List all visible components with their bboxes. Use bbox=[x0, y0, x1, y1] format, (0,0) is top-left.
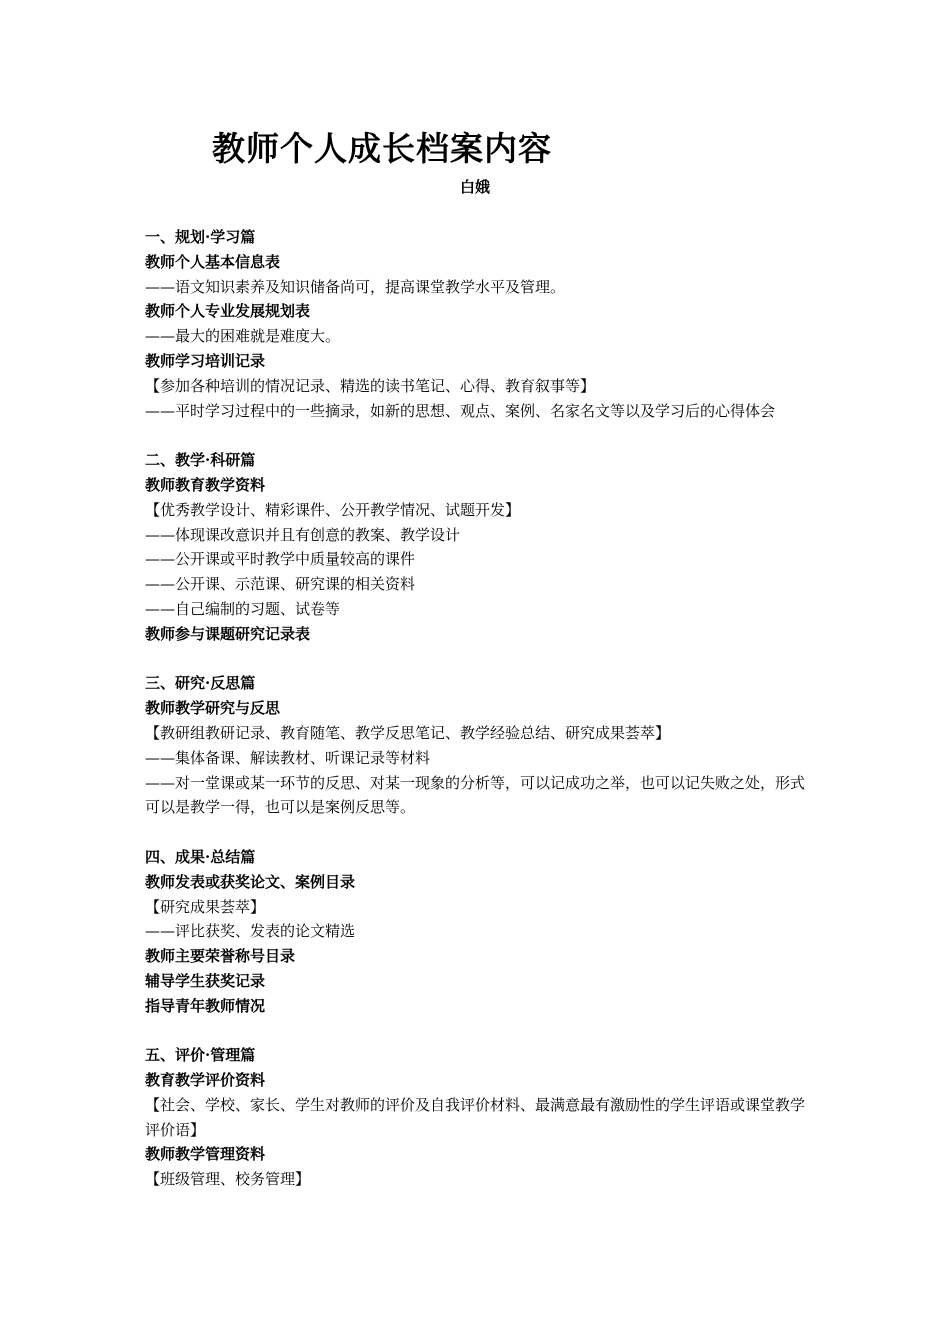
section-heading: 三、研究·反思篇 bbox=[145, 674, 256, 693]
item-bracket-note: 【社会、学校、家长、学生对教师的评价及自我评价材料、最满意最有激励性的学生评语或课堂教学评价语】 bbox=[145, 1095, 806, 1139]
item-note: ——评比获奖、发表的论文精选 bbox=[145, 922, 356, 941]
item-note: ——集体备课、解读教材、听课记录等材料 bbox=[145, 748, 431, 767]
section-planning-study bbox=[145, 225, 815, 423]
section-achievement-summary bbox=[145, 845, 815, 1019]
section-research-reflection bbox=[145, 671, 815, 820]
item-bracket-note: 【教研组教研记录、教育随笔、教学反思笔记、教学经验总结、研究成果荟萃】 bbox=[145, 723, 671, 742]
item-note: ——对一堂课或某一环节的反思、对某一现象的分析等，可以记成功之举，也可以记失败之处，形式可以是教学一得，也可以是案例反思等。 bbox=[145, 773, 806, 817]
document-title: 教师个人成长档案内容 bbox=[212, 129, 552, 168]
section-teaching-research bbox=[145, 448, 815, 646]
item-title: 教师学习培训记录 bbox=[145, 351, 266, 370]
item-title: 教师教学管理资料 bbox=[145, 1145, 266, 1164]
item-title: 辅导学生获奖记录 bbox=[145, 971, 266, 990]
item-title: 教师教学研究与反思 bbox=[145, 699, 281, 718]
item-title: 教师个人基本信息表 bbox=[145, 252, 281, 271]
item-note: ——体现课改意识并且有创意的教案、教学设计 bbox=[145, 525, 461, 544]
section-heading: 四、成果·总结篇 bbox=[145, 847, 256, 866]
item-title: 教师教育教学资料 bbox=[145, 475, 266, 494]
section-spacer bbox=[145, 647, 815, 672]
item-bracket-note: 【研究成果荟萃】 bbox=[145, 897, 266, 916]
section-spacer bbox=[145, 1019, 815, 1044]
item-title: 指导青年教师情况 bbox=[145, 996, 266, 1015]
section-heading: 二、教学·科研篇 bbox=[145, 451, 256, 470]
item-title: 教师参与课题研究记录表 bbox=[145, 624, 311, 643]
item-note: ——最大的困难就是难度大。 bbox=[145, 327, 341, 346]
item-note: ——语文知识素养及知识储备尚可，提高课堂教学水平及管理。 bbox=[145, 277, 566, 296]
item-note: ——平时学习过程中的一些摘录，如新的思想、观点、案例、名家名文等以及学习后的心得体会 bbox=[145, 401, 776, 420]
item-note: ——公开课或平时教学中质量较高的课件 bbox=[145, 550, 416, 569]
item-bracket-note: 【班级管理、校务管理】 bbox=[145, 1170, 311, 1189]
item-title: 教师个人专业发展规划表 bbox=[145, 302, 311, 321]
section-heading: 五、评价·管理篇 bbox=[145, 1046, 256, 1065]
section-spacer bbox=[145, 423, 815, 448]
item-title: 教育教学评价资料 bbox=[145, 1071, 266, 1090]
section-evaluation-management bbox=[145, 1043, 815, 1192]
item-title: 教师发表或获奖论文、案例目录 bbox=[145, 872, 356, 891]
section-heading: 一、规划·学习篇 bbox=[145, 228, 256, 246]
item-bracket-note: 【优秀教学设计、精彩课件、公开教学情况、试题开发】 bbox=[145, 500, 521, 519]
item-note: ——公开课、示范课、研究课的相关资料 bbox=[145, 575, 416, 594]
item-bracket-note: 【参加各种培训的情况记录、精选的读书笔记、心得、教育叙事等】 bbox=[145, 376, 596, 395]
document-body bbox=[145, 225, 815, 1192]
document-author: 白娥 bbox=[460, 178, 491, 196]
section-spacer bbox=[145, 820, 815, 845]
item-title: 教师主要荣誉称号目录 bbox=[145, 947, 296, 966]
item-note: ——自己编制的习题、试卷等 bbox=[145, 599, 341, 618]
